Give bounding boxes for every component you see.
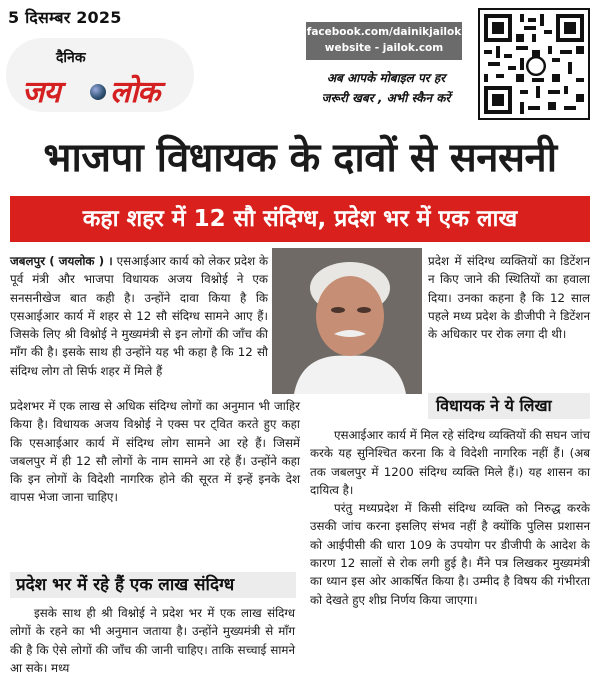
subheadline-banner: कहा शहर में 12 सौ संदिग्ध, प्रदेश भर में एक लाख	[10, 196, 590, 242]
qr-code-graphic	[480, 10, 588, 118]
website-link[interactable]: website - jailok.com	[324, 42, 444, 54]
quoted-letter-paragraph-2: परंतु मध्यप्रदेश में किसी संदिग्ध व्यक्ति को निरुद्ध करके उसकी जांच करना इसलिए संभव नहीं है क्योंकि पुलिस प्रशासन को आईपीसी की धारा 109 के उपयोग पर डीजीपी के आदेश के कारण 12 सालों से रोक लगी हुई है। मैंने पत्र लिखकर मुख्यमंत्री का ध्यान इस ओर आकर्षित किया है। उम्मीद है विषय की गंभीरता को देखते हुए शीघ्र निर्णय किया जाएगा।	[310, 501, 590, 607]
subheading-statewide: प्रदेश भर में रहे हैं एक लाख संदिग्ध	[10, 572, 296, 598]
article-paragraph-2	[10, 604, 295, 677]
legislator-photo	[272, 248, 422, 394]
article-intro	[10, 252, 268, 380]
quoted-letter-paragraph-1: एसआईआर कार्य में मिल रहे संदिग्ध व्यक्तियों की सघन जांच करके यह सुनिश्चित करना कि वे विदेशी नागरिक नहीं हैं। (अब तक जबलपुर में 1200 संदिग्ध व्यक्ति मिले हैं।) यह शासन का दायित्व है।	[310, 428, 590, 497]
subheading-mla-wrote: विधायक ने ये लिखा	[428, 393, 590, 419]
page-headline: भाजपा विधायक के दावों से सनसनी	[43, 135, 557, 181]
social-links-box	[306, 22, 462, 60]
globe-icon	[90, 84, 106, 100]
masthead-brand-left: जय	[22, 75, 60, 110]
quoted-letter	[310, 426, 590, 609]
scan-prompt-line-2: जरूरी खबर , अभी स्कैन करें	[321, 91, 451, 105]
dateline: जबलपुर ( जयलोक ) ।	[10, 254, 113, 268]
article-column-3: प्रदेश में संदिग्ध व्यक्तियों का डिटेंशन न किए जाने की स्थितियों का हवाला दिया। उनका कहना है कि 12 साल पहले मध्य प्रदेश के डीजीपी ने डिटेंशन के अधिकार पर रोक लगा दी थी।	[428, 254, 590, 342]
masthead-brand-right: लोक	[110, 75, 160, 110]
scan-prompt	[302, 68, 470, 108]
facebook-link[interactable]: facebook.com/dainikjailok	[306, 26, 462, 38]
article-paragraph-1-cont: प्रदेशभर में एक लाख से अधिक संदिग्ध लोगों का अनुमान भी जाहिर किया है। विधायक अजय विश्नोई ने एक्स पर ट्वित करते हुए कहा कि एसआईआर कार्य में संदिग्ध लोग सामने आ रहे हैं। जिसमें जबलपुर में ही 12 सौ लोगों के नाम सामने आ रहे हैं। उन्होंने कहा कि इन लोगों के विदेशी नागरिक होने की सूरत में इन्हें इनके देश वापस भेजा जाना चाहिए।	[10, 399, 300, 505]
article-paragraph-2-text: इसके साथ ही श्री विश्नोई ने प्रदेश भर में एक लाख संदिग्ध लोगों के रहने का भी अनुमान जताया है। उन्होंने मुख्यमंत्री से माँग की है कि ऐसे लोगों की जाँच की जानी चाहिए। ताकि सच्चाई सामने आ सके। मध्य	[10, 606, 295, 675]
qr-code[interactable]	[478, 8, 590, 120]
scan-prompt-line-1: अब आपके मोबाइल पर हर	[326, 71, 446, 85]
masthead-small-text: दैनिक	[56, 50, 86, 66]
portrait-graphic	[272, 248, 422, 394]
issue-date: 5 दिसम्बर 2025	[8, 8, 122, 27]
article-paragraph-1: एसआईआर कार्य को लेकर प्रदेश के पूर्व मंत्री और भाजपा विधायक अजय विश्नोई ने एक सनसनीखेज बात कही है। उन्होंने दावा किया है कि एसआईआर कार्य में शहर से 12 सौ संदिग्ध सामने आए हैं। जिसके लिए श्री विश्नोई ने मुख्यमंत्री से इन लोगों की जाँच की माँग की है। इसके साथ ही उन्होंने यह भी कहा है कि 12 सौ संदिग्ध लोग तो सिर्फ शहर में मिले हैं	[10, 254, 269, 378]
